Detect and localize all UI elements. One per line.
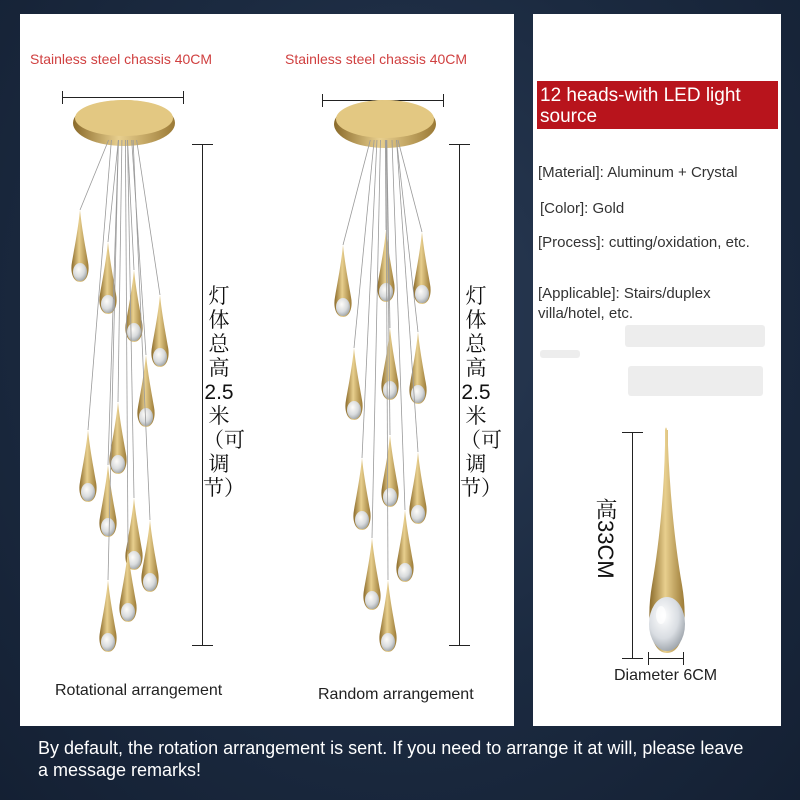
blurred-text-smudge: [628, 366, 763, 396]
random-drop: [381, 435, 398, 507]
spec-color: [Color]: Gold: [540, 200, 625, 217]
pendant-height-label: 高33CM: [593, 498, 618, 579]
random-drop: [413, 232, 430, 304]
single-pendant-image: [620, 425, 720, 675]
random-drop: [334, 245, 351, 317]
random-drop: [381, 328, 398, 400]
random-drop: [396, 510, 413, 582]
random-drop: [377, 230, 394, 302]
random-wire: [354, 140, 374, 348]
random-wire: [343, 140, 370, 245]
random-wire: [372, 140, 380, 538]
random-drop: [379, 580, 396, 652]
blurred-text-smudge: [625, 325, 765, 347]
chassis-label-random: Stainless steel chassis 40CM: [285, 51, 468, 67]
pendant-diameter-label: Diameter 6CM: [614, 667, 718, 684]
random-wire: [397, 140, 418, 332]
footer-note: By default, the rotation arrangement is sent. If you need to arrange it at will, please leave a message remarks!: [38, 738, 744, 780]
random-drop: [353, 458, 370, 530]
random-drop: [345, 348, 362, 420]
pendant-diameter-dimension-line: [648, 658, 684, 659]
random-drop: [409, 452, 426, 524]
height-note-random: 灯体总高2.5米（可调节）: [460, 285, 502, 500]
caption-random: Random arrangement: [318, 686, 474, 703]
spec-material: [Material]: Aluminum + Crystal: [538, 164, 738, 181]
caption-rotational: Rotational arrangement: [55, 682, 223, 699]
height-note-rotational: 灯体总高2.5米（可调节）: [203, 285, 245, 500]
spec-process: [Process]: cutting/oxidation, etc.: [538, 234, 750, 251]
random-drop: [363, 538, 380, 610]
chassis-label-rotational: Stainless steel chassis 40CM: [30, 51, 213, 67]
spec-applicable: [Applicable]: Stairs/duplex villa/hotel, etc.: [538, 285, 711, 322]
spec-title: 12 heads-with LED light source: [537, 81, 778, 129]
blurred-text-smudge: [540, 350, 580, 358]
